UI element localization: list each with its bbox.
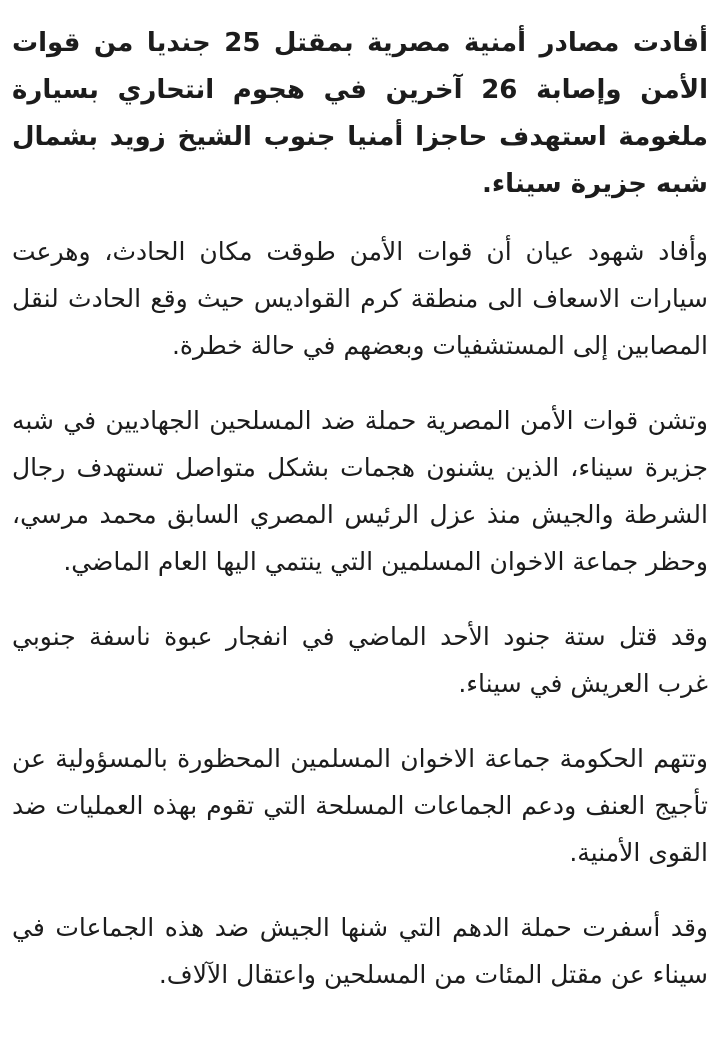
article-paragraph-5: وقد أسفرت حملة الدهم التي شنها الجيش ضد هذه الجماعات في سيناء عن مقتل المئات من المسلحين واعتقال الآلاف. [12,913,708,989]
article-lead-paragraph: أفادت مصادر أمنية مصرية بمقتل 25 جنديا من قوات الأمن وإصابة 26 آخرين في هجوم انتحاري بسيارة ملغومة استهدف حاجزا أمنيا جنوب الشيخ زويد بشمال شبه جزيرة سيناء. [12,28,708,199]
article-paragraph-3: وقد قتل ستة جنود الأحد الماضي في انفجار عبوة ناسفة جنوبي غرب العريش في سيناء. [12,622,708,698]
article-paragraph-4: وتتهم الحكومة جماعة الاخوان المسلمين المحظورة بالمسؤولية عن تأجيج العنف ودعم الجماعات المسلحة التي تقوم بهذه العمليات ضد القوى الأمنية. [12,744,708,867]
article-body [12,20,708,998]
article-paragraph-1: وأفاد شهود عيان أن قوات الأمن طوقت مكان الحادث، وهرعت سيارات الاسعاف الى منطقة كرم القواديس حيث وقع الحادث لنقل المصابين إلى المستشفيات وبعضهم في حالة خطرة. [12,237,708,360]
article-paragraph-2: وتشن قوات الأمن المصرية حملة ضد المسلحين الجهاديين في شبه جزيرة سيناء، الذين يشنون هجمات بشكل متواصل تستهدف رجال الشرطة والجيش منذ عزل الرئيس المصري السابق محمد مرسي، وحظر جماعة الاخوان المسلمين التي ينتمي اليها العام الماضي. [12,406,708,576]
